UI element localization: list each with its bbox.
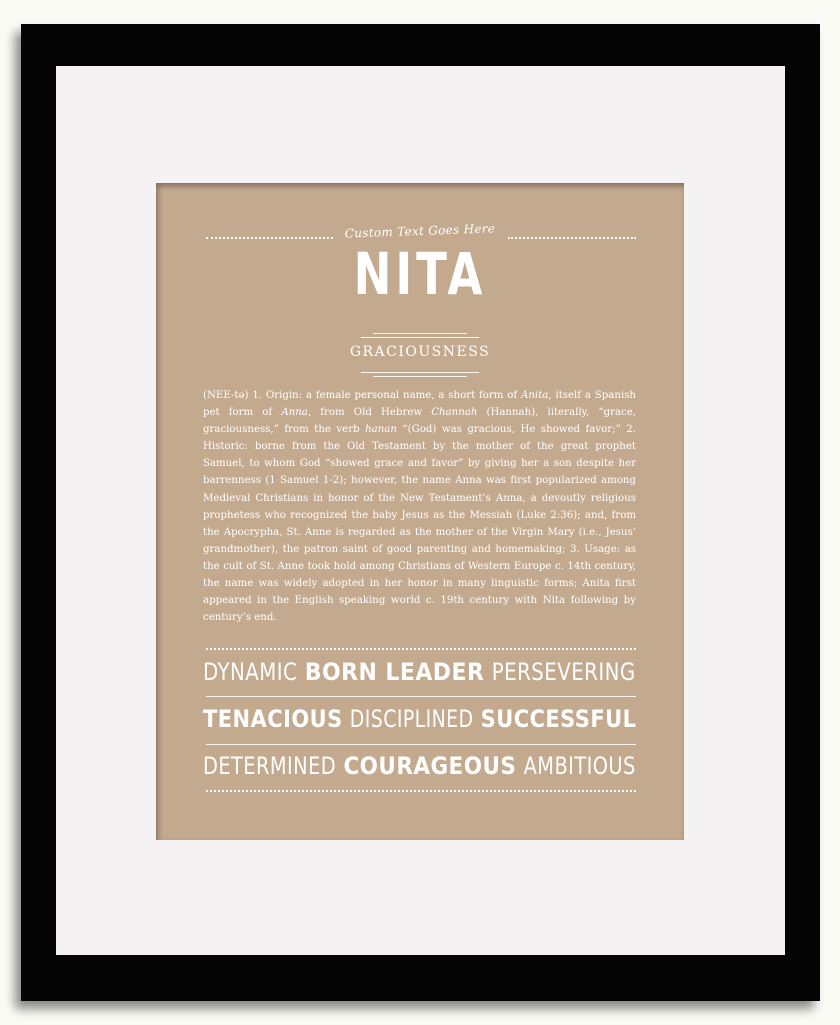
name-print — [156, 183, 684, 840]
definition-text-3: , from Old Hebrew — [307, 407, 432, 419]
definition-italic-2: Anna — [281, 407, 308, 419]
trait-word: PERSEVERING — [491, 658, 636, 686]
top-right-dotted-rule — [508, 237, 636, 239]
traits-divider-2 — [206, 744, 636, 745]
mat-board — [56, 66, 785, 955]
definition-text-1: (NEE-tə) 1. Origin: a female personal name, a short form of — [203, 390, 522, 401]
name-definition — [203, 387, 636, 626]
trait-word: AMBITIOUS — [523, 752, 636, 780]
definition-text-5: “(God) was gracious, He showed favor;” 2. Historic: borne from the Old Testament by the mother of the great prophet Samuel, to whom God “showed grace and favor” by giving her a son despite her barrenness (1 Samuel 1-2); however, the name Anna was first popularized among Medieval Christians in honor of the New Testament’s Anna, a devoutly religious prophetess who recognized the baby Jesus as the Messiah (Luke 2:36); and, from the Apocrypha, St. Anne is regarded as the mother of the Virgin Mary (i.e., Jesus’ grandmother), the patron saint of good parenting and homemaking; 3. Usage: as the cult of St. Anne took hold among Christians of Western Europe c. 14th century, the name was widely adopted in her honor in many linguistic forms; Anita first appeared in the English speaking world c. 19th century with Nita following by century’s end. — [203, 424, 636, 624]
definition-text-2: , itself a Spanish pet form of — [203, 390, 636, 419]
definition-text-4: (Hannah), literally, “grace, graciousness,” from the verb — [203, 407, 637, 436]
custom-text: Custom Text Goes Here — [344, 221, 496, 241]
trait-word: COURAGEOUS — [343, 752, 517, 780]
name-underline-upper — [373, 333, 467, 334]
definition-italic-4: hanan — [365, 424, 397, 436]
trait-word: DYNAMIC — [203, 658, 298, 686]
trait-word: BORN LEADER — [304, 658, 485, 686]
name-underline-lower — [361, 337, 479, 338]
trait-word: TENACIOUS — [203, 705, 343, 733]
traits-row-3 — [203, 752, 636, 780]
traits-divider-1 — [206, 696, 636, 697]
trait-word: SUCCESSFUL — [480, 705, 637, 733]
picture-frame — [21, 24, 820, 1001]
trait-word: DETERMINED — [203, 752, 337, 780]
traits-row-1 — [203, 658, 636, 686]
definition-italic-3: Channah — [431, 407, 478, 419]
definition-italic-1: Anita — [521, 390, 549, 401]
trait-word: DISCIPLINED — [349, 705, 474, 733]
traits-bottom-dotted-rule — [206, 790, 636, 792]
traits-top-dotted-rule — [206, 648, 636, 650]
traits-row-2 — [203, 705, 636, 733]
meaning-underline-upper — [361, 372, 479, 373]
name-meaning: GRACIOUSNESS — [349, 344, 491, 360]
meaning-underline-lower — [373, 376, 467, 377]
name-title: NITA — [353, 240, 487, 308]
